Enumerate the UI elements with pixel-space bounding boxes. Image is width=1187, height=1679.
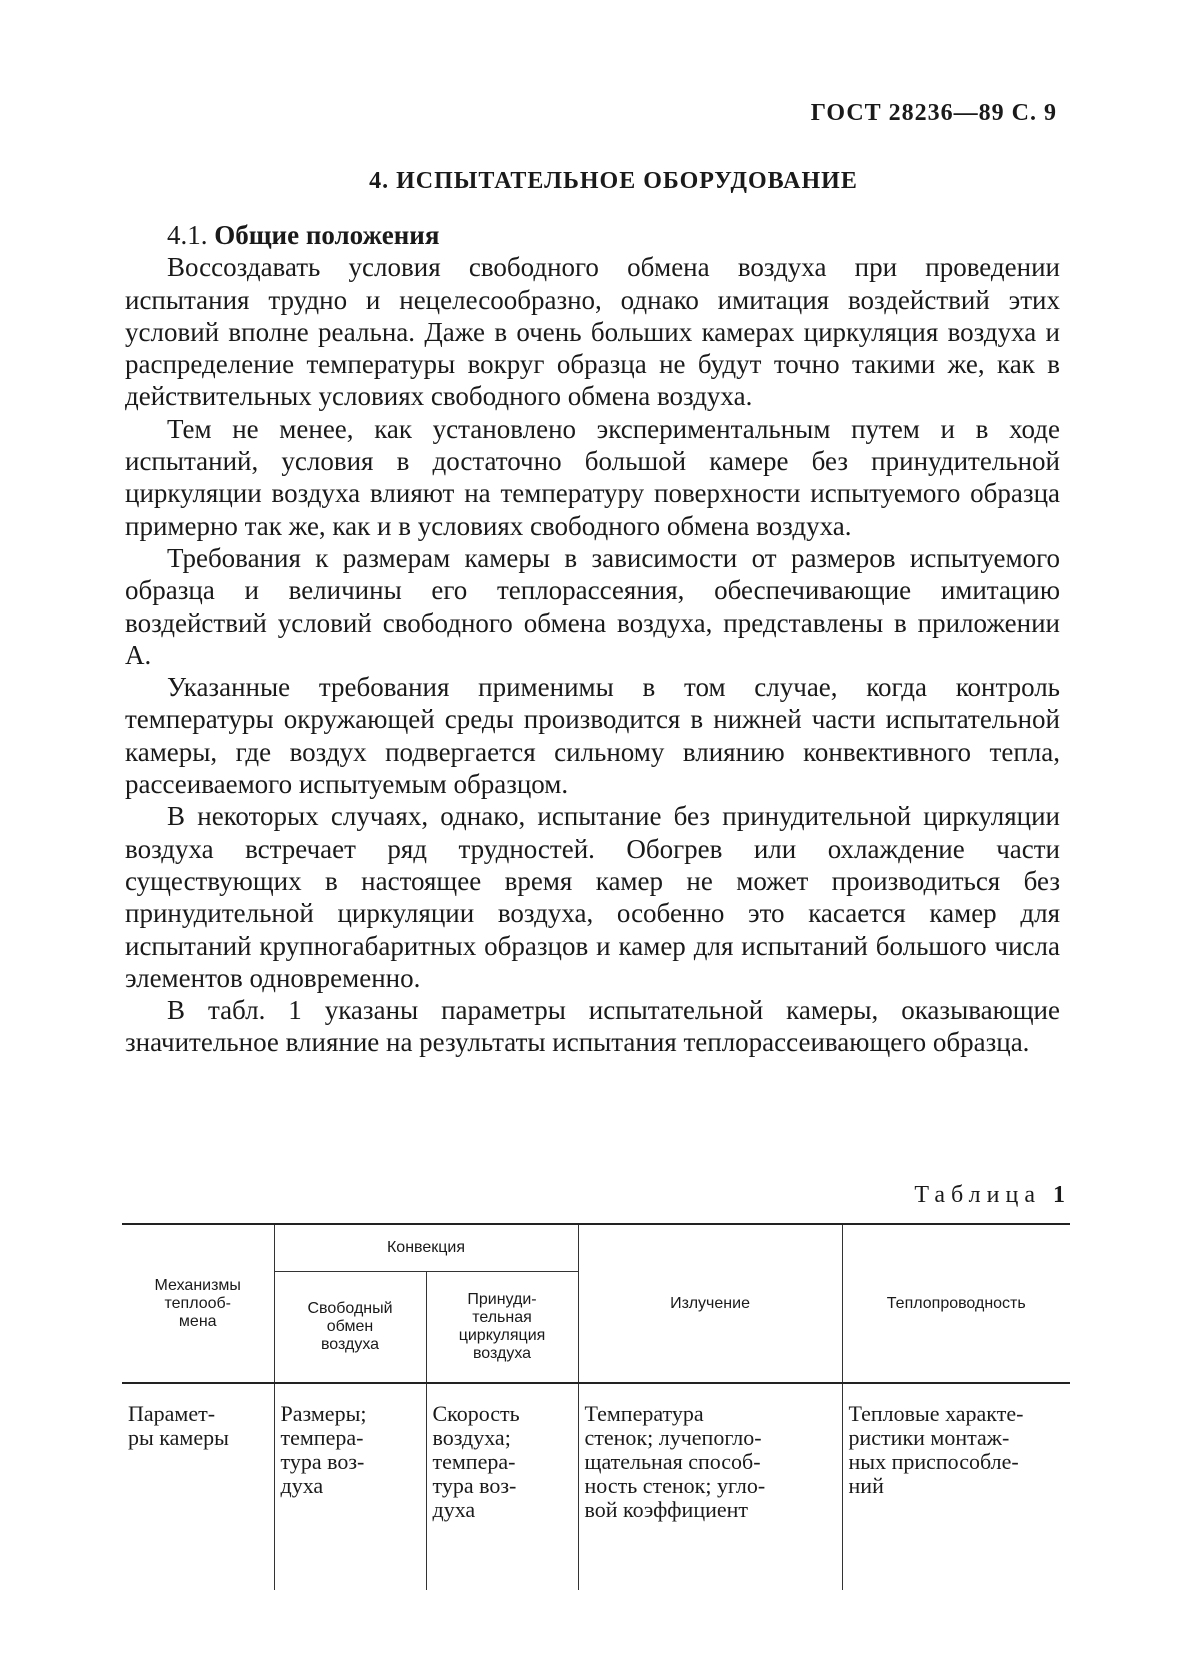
cell-forced-circulation: Скорость воздуха; темпера- тура воз- духа (426, 1383, 578, 1590)
table-row (122, 1383, 1070, 1590)
section-title: 4. ИСПЫТАТЕЛЬНОЕ ОБОРУДОВАНИЕ (369, 168, 858, 194)
paragraph: В табл. 1 указаны параметры испытательной камеры, оказывающие значительное влияние на результаты испытания теплорассеивающего образца. (125, 995, 1060, 1058)
cell-free-exchange: Размеры; темпера- тура воз- духа (274, 1383, 426, 1590)
paragraph: В некоторых случаях, однако, испытание без принудительной циркуляции воздуха встречает ряд трудностей. Обогрев или охлаждение части существующих в настоящее время камер не может производиться без принудительной циркуляции воздуха, особенно это касается камер для испытаний крупногабаритных образцов и камер для испытаний большого числа элементов одновременно. (125, 801, 1060, 993)
paragraph: Тем не менее, как установлено экспериментальным путем и в ходе испытаний, условия в достаточно большой камере без принудительной циркуляции воздуха влияют на температуру поверхности испытуемого образца примерно так же, как и в условиях свободного обмена воздуха. (125, 413, 1060, 541)
row-label: Парамет- ры камеры (128, 1401, 229, 1450)
cell-radiation: Температура стенок; лучепогло- щательная способ- ность стенок; угло- вой коэффициент (578, 1383, 842, 1590)
header-convection: Конвекция (274, 1224, 578, 1272)
paragraph: Воссоздавать условия свободного обмена воздуха при проведении испытания трудно и нецелесообразно, однако имитация воздействий этих условий вполне реальна. Даже в очень больших камерах циркуляция воздуха и распределение температуры вокруг образца не будут точно такими же, как в действительных условиях свободного обмена воздуха. (125, 252, 1060, 412)
header-radiation: Излучение (578, 1224, 842, 1383)
header-forced-circulation: Принуди- тельная циркуляция воздуха (426, 1272, 578, 1384)
cell-conduction: Тепловые характе- ристики монтаж- ных приспособле- ний (842, 1383, 1070, 1590)
paragraph: Указанные требования применимы в том случае, когда контроль температуры окружающей среды производится в нижней части испытательной камеры, где воздух подвергается сильному влиянию конвективного тепла, рассеиваемого испытуемым образцом. (125, 672, 1060, 800)
body-text (125, 219, 1060, 1059)
header-mechanisms: Механизмы теплооб- мена (122, 1224, 274, 1383)
table-1 (122, 1223, 1070, 1590)
header-conduction: Теплопроводность (842, 1224, 1070, 1383)
subsection-title: Общие положения (214, 220, 440, 250)
page-header: ГОСТ 28236—89 С. 9 (810, 100, 1057, 126)
subsection-heading (167, 219, 1060, 251)
subsection-number: 4.1. (167, 220, 208, 250)
table-caption (914, 1182, 1065, 1209)
paragraph: Требования к размерам камеры в зависимости от размеров испытуемого образца и величины его теплорассеяния, обеспечивающие имитацию воздействий условий свободного обмена воздуха, представлены в приложении А. (125, 542, 1060, 670)
heat-exchange-table (122, 1223, 1070, 1590)
header-free-exchange: Свободный обмен воздуха (274, 1272, 426, 1384)
table-caption-word: Таблица (914, 1182, 1041, 1208)
table-caption-number: 1 (1053, 1182, 1065, 1208)
